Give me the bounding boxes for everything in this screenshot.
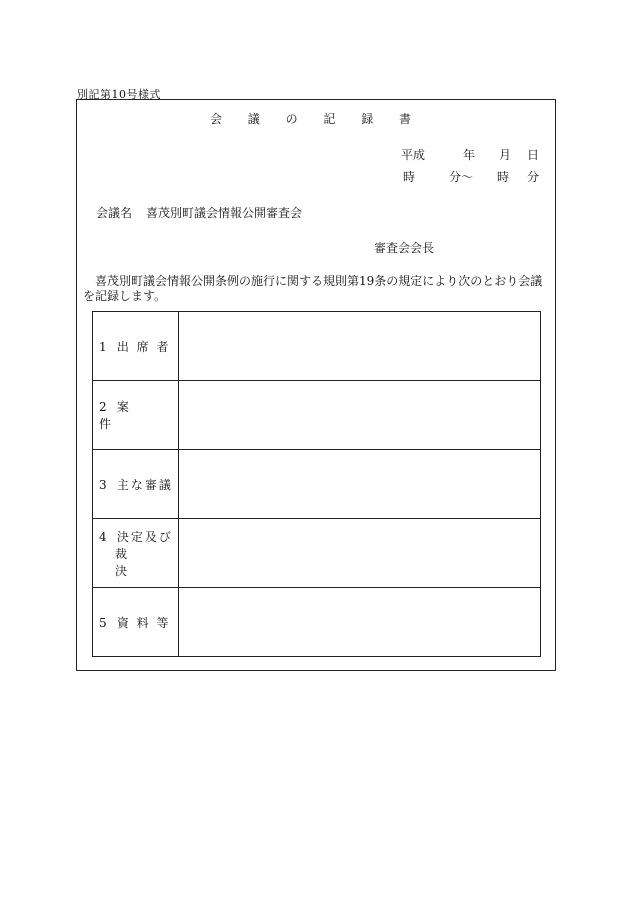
council-line: [96, 204, 302, 221]
row-label-text-line2: 裁 決: [115, 546, 144, 578]
council-name: 喜茂別町議会情報公開審査会: [146, 206, 303, 220]
record-frame: [76, 99, 556, 671]
row-content-attendees[interactable]: [179, 312, 541, 381]
record-table: [92, 311, 541, 657]
start-minute-label: 分〜: [448, 170, 473, 184]
body-paragraph: 喜茂別町議会情報公開条例の施行に関する規則第19条の規定により次のとおり会議を記録します。: [83, 274, 543, 303]
council-name-label: 会議名: [96, 206, 133, 220]
day-label: 日: [526, 148, 539, 162]
row-number: 1: [99, 339, 107, 354]
row-label-text: 資 料 等: [116, 615, 171, 630]
era-label: 平成: [401, 148, 426, 162]
table-row: [93, 588, 541, 657]
row-label-text: 主な審議: [116, 477, 173, 492]
date-line: [401, 146, 539, 163]
row-label-agenda: [93, 381, 179, 450]
row-label-attendees: [93, 312, 179, 381]
start-hour-label: 時: [403, 170, 416, 184]
chair-label: 審査会会長: [374, 241, 435, 255]
row-number: 5: [99, 615, 107, 630]
table-row: [93, 312, 541, 381]
row-number: 4: [99, 529, 107, 544]
row-label-deliberation: [93, 450, 179, 519]
row-number: 3: [99, 477, 107, 492]
document-title: 会 議 の 記 録 書: [209, 112, 423, 126]
form-number-label: 別記第10号様式: [77, 88, 161, 101]
table-row: [93, 381, 541, 450]
year-label: 年: [462, 148, 475, 162]
table-row: [93, 519, 541, 588]
row-label-text: 決定及び: [116, 529, 173, 544]
end-hour-label: 時: [496, 170, 509, 184]
table-row: [93, 450, 541, 519]
row-content-deliberation[interactable]: [179, 450, 541, 519]
row-content-decision[interactable]: [179, 519, 541, 588]
end-minute-label: 分: [526, 170, 539, 184]
month-label: 月: [498, 148, 511, 162]
row-label-text: 出 席 者: [116, 339, 171, 354]
row-number: 2: [99, 400, 107, 414]
row-label-text: 案 件: [99, 400, 155, 431]
row-content-agenda[interactable]: [179, 381, 541, 450]
time-line: [403, 168, 539, 185]
row-label-decision: [93, 519, 179, 588]
row-label-materials: [93, 588, 179, 657]
row-content-materials[interactable]: [179, 588, 541, 657]
